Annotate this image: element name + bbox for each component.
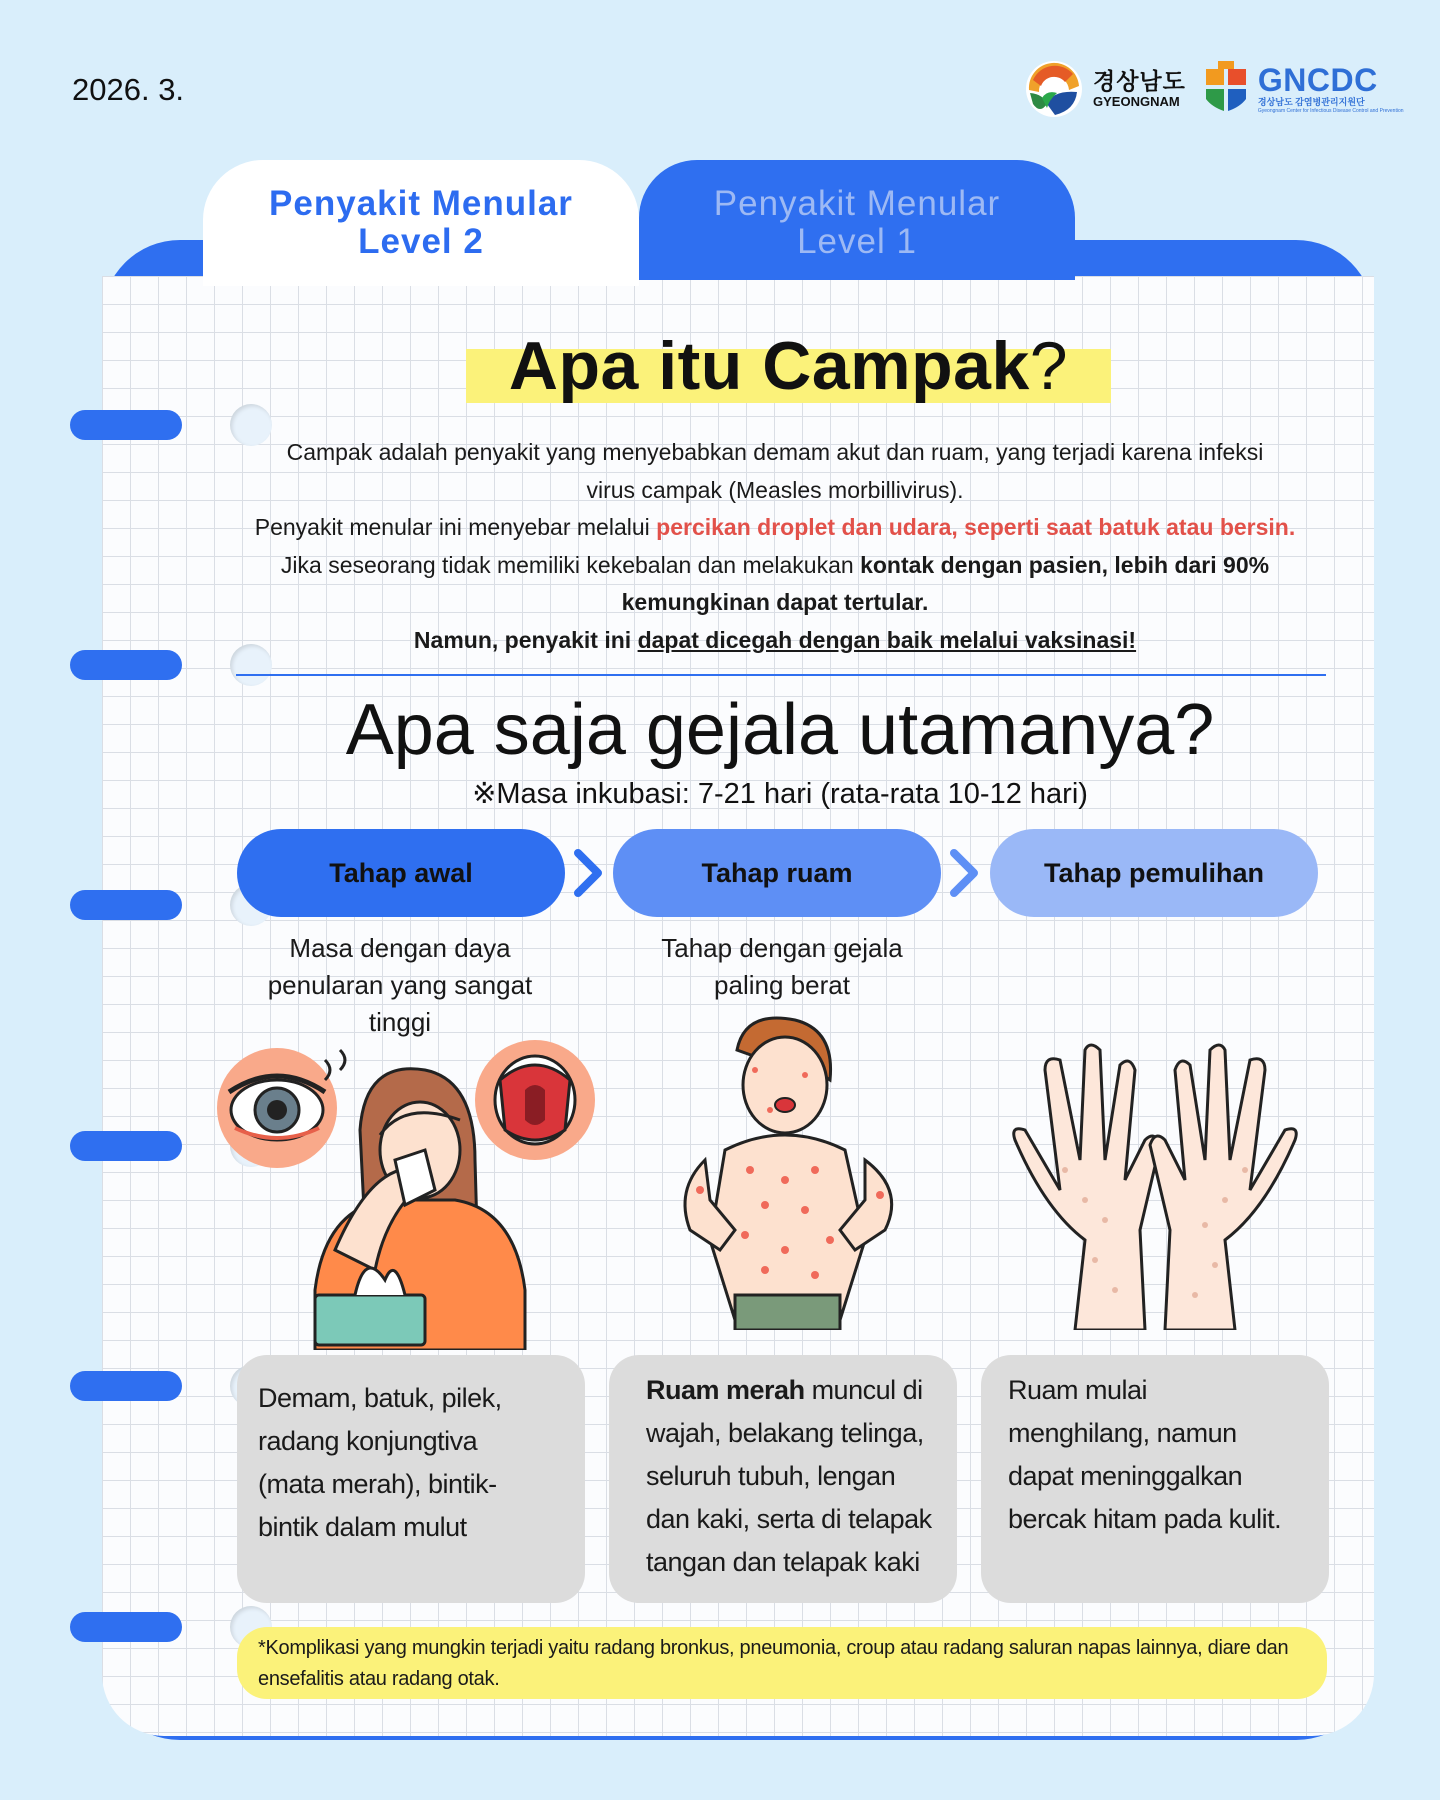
symptom-bold: Ruam merah	[646, 1375, 805, 1405]
symptom-line: Demam, batuk, pilek,	[258, 1383, 502, 1413]
tab-level-2-line2: Level 2	[358, 222, 484, 261]
intro-bold: kontak dengan pasien, lebih dari 90%	[860, 551, 1270, 578]
intro-line: Namun, penyakit ini	[413, 626, 638, 653]
title-question-mark: ?	[1029, 328, 1069, 404]
intro-highlight-red: percikan droplet dan udara, seperti saat batuk atau bersin.	[656, 514, 1296, 540]
symptom-line: menghilang, namun	[1008, 1418, 1237, 1448]
intro-paragraph	[230, 434, 1320, 659]
stage-rash-description: Tahap dengan gejala paling berat	[661, 933, 903, 1000]
symptom-text-early	[258, 1377, 578, 1549]
gncdc-korean-label: 경상남도 감염병관리지원단	[1257, 97, 1365, 107]
incubation-note: ※Masa inkubasi: 7-21 hari (rata-rata 10-12 hari)	[472, 778, 1088, 810]
symptom-line: Ruam mulai	[1008, 1375, 1148, 1405]
intro-line: virus campak (Measles morbillivirus).	[586, 476, 964, 503]
intro-line: Penyakit menular ini menyebar melalui	[254, 514, 657, 540]
symptom-text-rash	[646, 1369, 936, 1584]
complication-note: *Komplikasi yang mungkin terjadi yaitu radang bronkus, pneumonia, croup atau radang saluran napas lainnya, diare dan ensefalitis atau radang otak.	[258, 1637, 1289, 1690]
symptoms-heading: Apa saja gejala utamanya?	[345, 690, 1215, 770]
rash-man-illustration	[665, 1010, 915, 1330]
chevron-right-icon	[570, 848, 606, 898]
stage-rash-pill: Tahap ruam	[613, 829, 941, 917]
tab-level-1-line2: Level 1	[797, 222, 917, 261]
tab-level-1-line1: Penyakit Menular	[713, 184, 1001, 223]
gncdc-label: GNCDC	[1257, 62, 1378, 98]
symptom-line: muncul di	[804, 1375, 923, 1405]
symptom-line: (mata merah), bintik-	[258, 1469, 497, 1499]
intro-line: Campak adalah penyakit yang menyebabkan demam akut dan ruam, yang terjadi karena infeksi	[286, 439, 1264, 465]
symptom-line: dapat meninggalkan	[1008, 1461, 1243, 1491]
stage-recovery-pill: Tahap pemulihan	[990, 829, 1318, 917]
hands-illustration	[1005, 1040, 1305, 1330]
gyeongnam-english-label: GYEONGNAM	[1093, 94, 1180, 109]
date-label: 2026. 3.	[72, 72, 185, 107]
symptom-line: dan kaki, serta di telapak	[646, 1504, 932, 1534]
stage-early-pill: Tahap awal	[237, 829, 565, 917]
symptom-line: tangan dan telapak kaki	[646, 1547, 920, 1577]
symptom-line: bercak hitam pada kulit.	[1008, 1504, 1282, 1534]
stage-early-description: Masa dengan daya penularan yang sangat tinggi	[267, 933, 533, 1037]
symptom-line: wajah, belakang telinga,	[646, 1418, 924, 1448]
symptom-line: seluruh tubuh, lengan	[646, 1461, 896, 1491]
chevron-right-icon	[946, 848, 982, 898]
page-title	[466, 327, 1111, 403]
intro-bold: kemungkinan dapat tertular.	[621, 589, 929, 615]
gyeongnam-korean-label: 경상남도	[1093, 68, 1186, 94]
title-main: Apa itu Campak	[508, 328, 1030, 404]
sick-woman-illustration	[215, 1040, 605, 1350]
intro-underline: dapat dicegah dengan baik melalui vaksinasi!	[637, 626, 1137, 653]
symptom-text-recovery	[1008, 1369, 1318, 1541]
symptom-line: radang konjungtiva	[258, 1426, 478, 1456]
section-divider	[236, 674, 1326, 676]
gncdc-english-label: Gyeongnam Center for Infectious Disease Control and Prevention	[1257, 108, 1404, 114]
tab-level-2-line1: Penyakit Menular	[269, 184, 573, 223]
intro-line: Jika seseorang tidak memiliki kekebalan dan melakukan	[280, 551, 861, 578]
symptom-line: bintik dalam mulut	[258, 1512, 467, 1542]
